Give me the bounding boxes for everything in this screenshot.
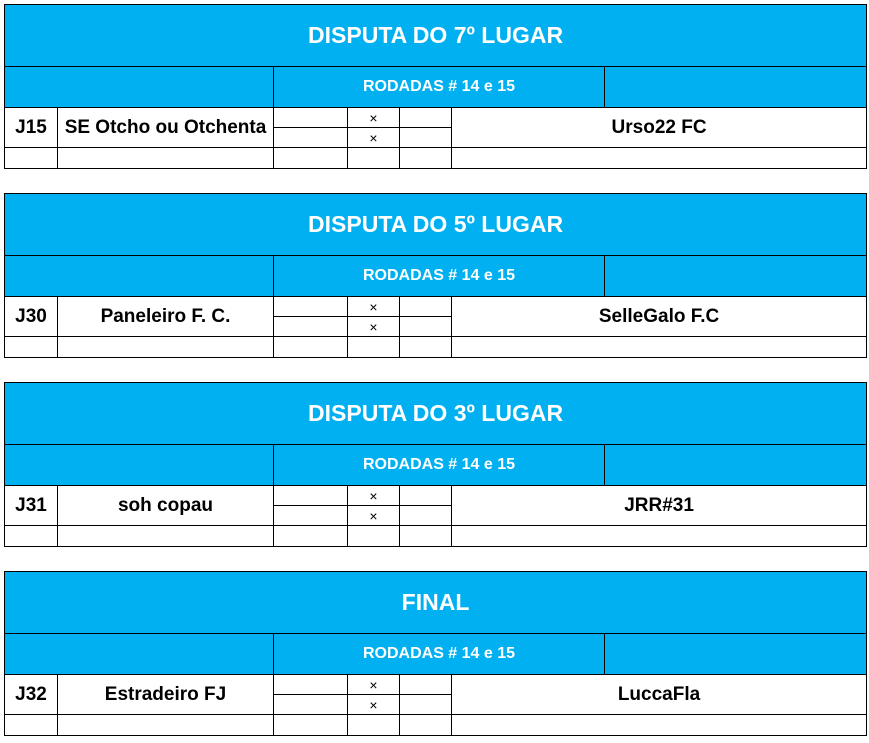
home-score-1 <box>274 486 348 506</box>
home-score-1 <box>274 108 348 128</box>
home-score-2 <box>274 317 348 337</box>
match-table <box>4 571 867 736</box>
block-title: DISPUTA DO 5º LUGAR <box>5 194 867 256</box>
subheader-blank-right <box>605 634 867 675</box>
home-score-2 <box>274 695 348 715</box>
empty-cell <box>5 148 58 169</box>
empty-cell <box>452 337 867 358</box>
empty-cell <box>452 526 867 547</box>
subheader-blank-left <box>5 634 274 675</box>
block-title: DISPUTA DO 7º LUGAR <box>5 5 867 67</box>
empty-cell <box>400 337 452 358</box>
empty-cell <box>5 526 58 547</box>
away-score-2 <box>400 317 452 337</box>
empty-cell <box>348 148 400 169</box>
subheader-blank-right <box>605 256 867 297</box>
away-score-1 <box>400 108 452 128</box>
versus-mark-2: × <box>348 695 400 715</box>
block-title: DISPUTA DO 3º LUGAR <box>5 383 867 445</box>
subheader-blank-right <box>605 67 867 108</box>
empty-cell <box>452 715 867 736</box>
subheader-blank-right <box>605 445 867 486</box>
empty-cell <box>274 715 348 736</box>
empty-cell <box>274 526 348 547</box>
empty-cell <box>348 715 400 736</box>
home-score-1 <box>274 675 348 695</box>
versus-mark-2: × <box>348 506 400 526</box>
block-title: FINAL <box>5 572 867 634</box>
empty-cell <box>274 148 348 169</box>
rounds-label: RODADAS # 14 e 15 <box>274 634 605 675</box>
rounds-label: RODADAS # 14 e 15 <box>274 256 605 297</box>
away-score-1 <box>400 675 452 695</box>
empty-cell <box>58 526 274 547</box>
versus-mark-2: × <box>348 128 400 148</box>
subheader-blank-left <box>5 445 274 486</box>
away-team: SelleGalo F.C <box>452 297 867 337</box>
empty-cell <box>5 715 58 736</box>
versus-mark-1: × <box>348 675 400 695</box>
empty-cell <box>58 148 274 169</box>
away-score-2 <box>400 695 452 715</box>
away-team: LuccaFla <box>452 675 867 715</box>
home-score-2 <box>274 506 348 526</box>
match-table <box>4 382 867 547</box>
rounds-label: RODADAS # 14 e 15 <box>274 445 605 486</box>
home-team: Paneleiro F. C. <box>58 297 274 337</box>
subheader-blank-left <box>5 67 274 108</box>
versus-mark-2: × <box>348 317 400 337</box>
game-id: J30 <box>5 297 58 337</box>
empty-cell <box>348 337 400 358</box>
game-id: J32 <box>5 675 58 715</box>
match-block-final <box>4 571 866 740</box>
home-team: soh copau <box>58 486 274 526</box>
empty-cell <box>400 526 452 547</box>
versus-mark-1: × <box>348 297 400 317</box>
home-team: SE Otcho ou Otchenta <box>58 108 274 148</box>
home-score-2 <box>274 128 348 148</box>
away-team: Urso22 FC <box>452 108 867 148</box>
home-score-1 <box>274 297 348 317</box>
empty-cell <box>5 337 58 358</box>
home-team: Estradeiro FJ <box>58 675 274 715</box>
away-score-2 <box>400 506 452 526</box>
away-team: JRR#31 <box>452 486 867 526</box>
empty-cell <box>58 715 274 736</box>
versus-mark-1: × <box>348 108 400 128</box>
rounds-label: RODADAS # 14 e 15 <box>274 67 605 108</box>
match-table <box>4 4 867 169</box>
match-block-5th-place <box>4 193 866 362</box>
empty-cell <box>274 337 348 358</box>
game-id: J15 <box>5 108 58 148</box>
versus-mark-1: × <box>348 486 400 506</box>
subheader-blank-left <box>5 256 274 297</box>
empty-cell <box>400 715 452 736</box>
game-id: J31 <box>5 486 58 526</box>
empty-cell <box>58 337 274 358</box>
away-score-1 <box>400 486 452 506</box>
empty-cell <box>452 148 867 169</box>
empty-cell <box>400 148 452 169</box>
away-score-1 <box>400 297 452 317</box>
match-block-3rd-place <box>4 382 866 551</box>
match-table <box>4 193 867 358</box>
match-block-7th-place <box>4 4 866 173</box>
away-score-2 <box>400 128 452 148</box>
empty-cell <box>348 526 400 547</box>
